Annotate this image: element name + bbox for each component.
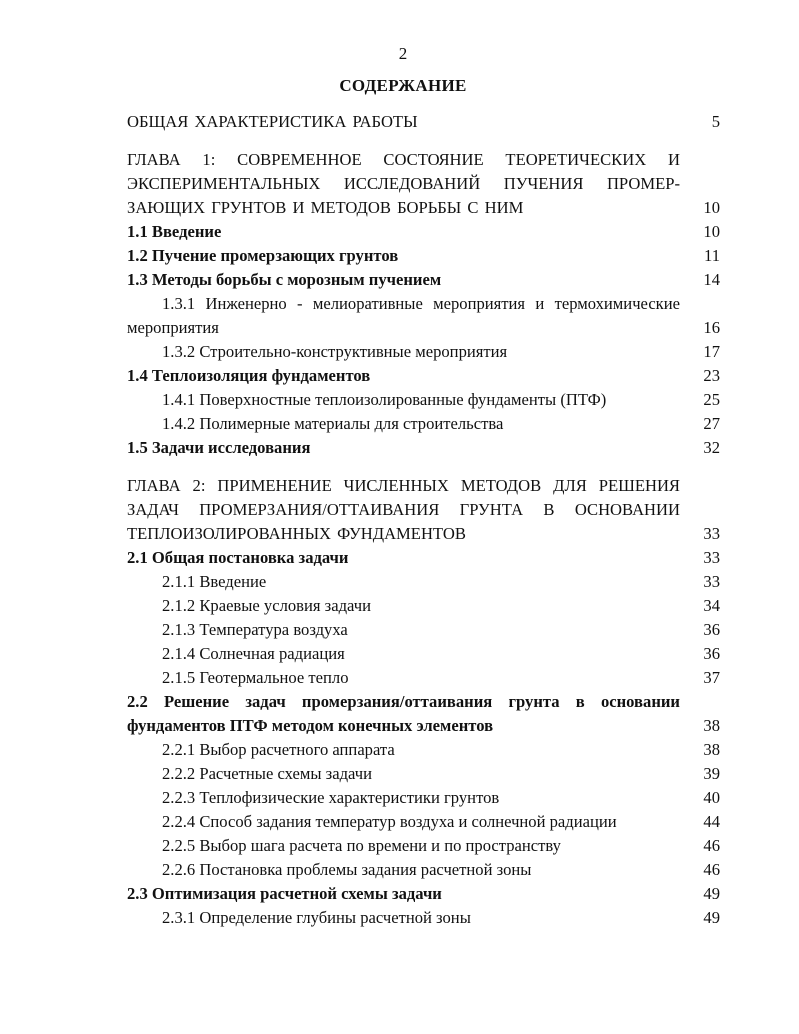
table-of-contents (127, 110, 720, 930)
toc-entry-page: 33 (703, 572, 720, 591)
toc-entry-page: 10 (703, 222, 720, 241)
toc-entry-title: 2.2.3 Теплофизические характеристики грунтов (162, 788, 500, 807)
toc-entry (127, 858, 720, 882)
toc-entry-title: ОБЩАЯ ХАРАКТЕРИСТИКА РАБОТЫ (127, 112, 418, 131)
toc-entry (127, 786, 720, 810)
toc-entry (127, 546, 720, 570)
toc-entry-title: 1.4.2 Полимерные материалы для строительства (162, 414, 504, 433)
toc-entry-page: 27 (703, 414, 720, 433)
toc-entry-title: 2.2.4 Способ задания температур воздуха и солнечной радиации (162, 812, 617, 831)
toc-entry-title: 2.3.1 Определение глубины расчетной зоны (162, 908, 471, 927)
toc-entry (127, 148, 720, 220)
toc-entry-title: 2.1.3 Температура воздуха (162, 620, 348, 639)
page-title: СОДЕРЖАНИЕ (339, 76, 467, 95)
toc-entry-title: 1.1 Введение (127, 222, 222, 241)
toc-entry-title: 2.1 Общая постановка задачи (127, 548, 349, 567)
toc-entry (127, 292, 720, 340)
toc-entry (127, 594, 720, 618)
toc-entry (127, 268, 720, 292)
toc-entry (127, 110, 720, 134)
toc-entry (127, 388, 720, 412)
toc-entry-page: 5 (711, 112, 720, 131)
toc-entry-page: 37 (703, 668, 720, 687)
toc-entry-page: 33 (703, 524, 720, 543)
toc-entry-title: ГЛАВА 2: ПРИМЕНЕНИЕ ЧИСЛЕННЫХ МЕТОДОВ ДЛЯ РЕШЕНИЯ ЗАДАЧ ПРОМЕРЗАНИЯ/ОТТАИВАНИЯ ГРУНТА В ОСНОВАНИИ ТЕПЛОИЗОЛИРОВАННЫХ ФУНДАМЕНТОВ (127, 476, 680, 543)
toc-entry (127, 810, 720, 834)
toc-entry-title: 1.3 Методы борьбы с морозным пучением (127, 270, 442, 289)
toc-entry-page: 23 (703, 366, 720, 385)
toc-entry (127, 436, 720, 460)
toc-entry-title: 2.1.1 Введение (162, 572, 267, 591)
toc-entry-page: 49 (703, 908, 720, 927)
toc-entry (127, 618, 720, 642)
toc-entry-page: 46 (703, 860, 720, 879)
toc-entry (127, 834, 720, 858)
toc-entry (127, 882, 720, 906)
toc-entry-page: 16 (703, 318, 720, 337)
toc-entry (127, 738, 720, 762)
toc-entry (127, 474, 720, 546)
toc-entry (127, 412, 720, 436)
toc-entry-title: 2.1.2 Краевые условия задачи (162, 596, 371, 615)
toc-entry (127, 642, 720, 666)
toc-entry-page: 34 (703, 596, 720, 615)
toc-entry-page: 17 (703, 342, 720, 361)
toc-entry (127, 364, 720, 388)
toc-entry (127, 690, 720, 738)
toc-entry-page: 46 (703, 836, 720, 855)
toc-entry-page: 38 (703, 740, 720, 759)
toc-entry-page: 10 (703, 198, 720, 217)
toc-entry-page: 36 (703, 620, 720, 639)
toc-entry-page: 44 (703, 812, 720, 831)
toc-entry-page: 33 (703, 548, 720, 567)
page-number: 2 (398, 44, 408, 63)
toc-entry (127, 220, 720, 244)
toc-entry-title: ГЛАВА 1: СОВРЕМЕННОЕ СОСТОЯНИЕ ТЕОРЕТИЧЕСКИХ И ЭКСПЕРИМЕНТАЛЬНЫХ ИССЛЕДОВАНИЙ ПУЧЕНИЯ ПРОМЕР-ЗАЮЩИХ ГРУНТОВ И МЕТОДОВ БОРЬБЫ С НИМ (127, 150, 680, 217)
toc-entry-title: 1.2 Пучение промерзающих грунтов (127, 246, 399, 265)
toc-entry-title: 2.2 Решение задач промерзания/оттаивания грунта в основании фундаментов ПТФ методом конечных элементов (127, 692, 680, 735)
toc-entry-page: 25 (703, 390, 720, 409)
toc-entry-title: 1.3.2 Строительно-конструктивные мероприятия (162, 342, 508, 361)
toc-entry-page: 39 (703, 764, 720, 783)
toc-entry (127, 906, 720, 930)
toc-entry-page: 38 (703, 716, 720, 735)
toc-entry-title: 1.4 Теплоизоляция фундаментов (127, 366, 371, 385)
toc-entry (127, 666, 720, 690)
toc-entry-page: 32 (703, 438, 720, 457)
toc-entry-title: 2.1.4 Солнечная радиация (162, 644, 345, 663)
toc-entry-title: 2.2.2 Расчетные схемы задачи (162, 764, 372, 783)
toc-entry-page: 49 (703, 884, 720, 903)
toc-entry-title: 2.1.5 Геотермальное тепло (162, 668, 349, 687)
toc-entry-page: 36 (703, 644, 720, 663)
toc-entry-title: 1.5 Задачи исследования (127, 438, 311, 457)
toc-entry (127, 244, 720, 268)
toc-entry (127, 340, 720, 364)
toc-entry-title: 1.4.1 Поверхностные теплоизолированные фундаменты (ПТФ) (162, 390, 607, 409)
toc-entry-title: 2.2.1 Выбор расчетного аппарата (162, 740, 395, 759)
toc-entry-title: 2.2.6 Постановка проблемы задания расчетной зоны (162, 860, 532, 879)
toc-entry (127, 570, 720, 594)
toc-entry-title: 2.2.5 Выбор шага расчета по времени и по пространству (162, 836, 561, 855)
toc-entry-page: 40 (703, 788, 720, 807)
toc-entry-title: 2.3 Оптимизация расчетной схемы задачи (127, 884, 442, 903)
toc-entry-page: 11 (704, 246, 720, 265)
toc-entry-page: 14 (703, 270, 720, 289)
toc-entry (127, 762, 720, 786)
toc-entry-title: 1.3.1 Инженерно - мелиоративные мероприятия и термохимические мероприятия (127, 294, 680, 337)
